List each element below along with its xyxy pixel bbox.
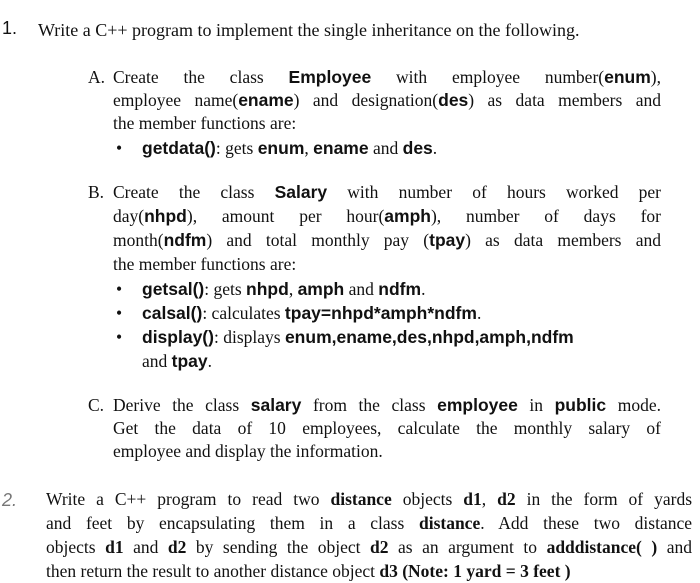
bullet-icon: • [116, 303, 123, 323]
part-b-line-1: Create the class Salary with number of hours worked per [113, 182, 661, 202]
question-1-number: 1. [2, 18, 18, 38]
question-2-number: 2. [2, 490, 18, 510]
question-2-line-3: objects d1 and d2 by sending the object d2 as an argument to adddistance( ) and [46, 537, 692, 557]
part-b-line-4: the member functions are: [113, 254, 297, 274]
bullet-icon: • [116, 138, 123, 158]
part-b-bullet-3-continued: and tpay. [142, 351, 213, 371]
question-2-line-4: then return the result to another distance object d3 (Note: 1 yard = 3 feet ) [46, 561, 571, 581]
part-b-line-2: day(nhpd), amount per hour(amph), number of days for [113, 206, 661, 226]
part-a-line-1: Create the class Employee with employee number(enum), [113, 67, 661, 87]
question-1-title: Write a C++ program to implement the single inheritance on the following. [38, 20, 580, 40]
part-c-line-1: Derive the class salary from the class employee in public mode. [113, 395, 661, 415]
part-b-line-3: month(ndfm) and total monthly pay (tpay) as data members and [113, 230, 661, 250]
part-c-line-3: employee and display the information. [113, 441, 383, 461]
part-a-line-2: employee name(ename) and designation(des) as data members and [113, 90, 661, 110]
part-b-letter: B. [88, 182, 105, 202]
question-2-line-1: Write a C++ program to read two distance objects d1, d2 in the form of yards [46, 489, 693, 509]
part-a-line-3: the member functions are: [113, 113, 297, 133]
part-c-letter: C. [88, 395, 105, 415]
part-a-letter: A. [88, 67, 106, 87]
bullet-icon: • [116, 327, 123, 347]
question-2-line-2: and feet by encapsulating them in a class distance. Add these two distance [46, 513, 692, 533]
part-c-line-2: Get the data of 10 employees, calculate the monthly salary of [113, 418, 661, 438]
bullet-icon: • [116, 279, 123, 299]
document-page: 1. Write a C++ program to implement the single inheritance on the following. A. Create the class Employee with employee number(enum), employee name(ename) and designation(des) as data members and the member functions are: • getdata(): gets enum, ename and des. B. Create the class Salary with number of hours worked per day(nhpd), amount per hour(amph), number of days for month(ndfm) and total monthly pay (tpay) as data members and the member functions are: • getsal(): gets nhpd, amph and ndfm. • calsal(): calculates tpay=nhpd*amph*ndfm. • display(): displays enum,ename,des,nhpd,amph,ndfm and tpay. C. Derive the class salary from the class employee in public mode. Get the data of 10 employees, calculate the monthly salary of employee and display the information. 2. Write a C++ program to read two distance objects d1, d2 in the form of yards and feet by encapsulating them in a class distance. Add these two distance objects d1 and d2 by sending the object d2 as an argument to adddistance( ) and then return the result to another distance object d3 (Note: 1 yard = 3 feet ) [2, 18, 693, 581]
